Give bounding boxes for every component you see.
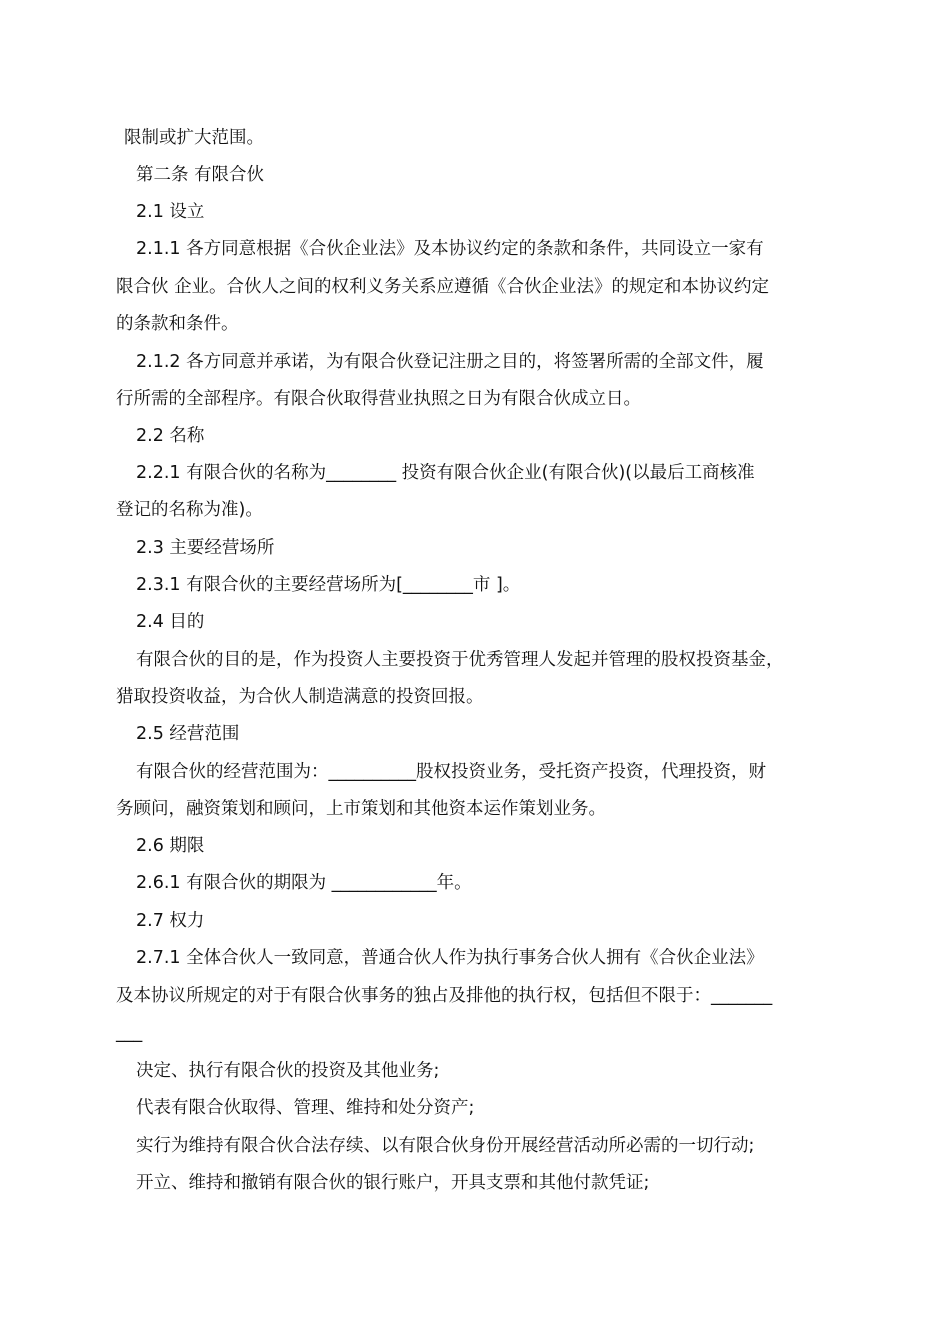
text-line: 行所需的全部程序。有限合伙取得营业执照之日为有限合伙成立日。 <box>116 389 641 409</box>
text-line: 2.2.1 有限合伙的名称为________ 投资有限合伙企业(有限合伙)(以最后工商核准 <box>136 463 755 483</box>
text-line: 务顾问，融资策划和顾问，上市策划和其他资本运作策划业务。 <box>116 799 606 819</box>
section-heading: 2.5 经营范围 <box>136 724 240 744</box>
list-item: 决定、执行有限合伙的投资及其他业务; <box>136 1061 440 1081</box>
text-line: 猎取投资收益，为合伙人制造满意的投资回报。 <box>116 687 484 707</box>
section-heading: 2.7 权力 <box>136 911 205 931</box>
section-heading: 2.4 目的 <box>136 612 205 632</box>
section-heading: 2.2 名称 <box>136 426 205 446</box>
section-heading: 2.3 主要经营场所 <box>136 538 275 558</box>
text-line: 2.6.1 有限合伙的期限为 ____________年。 <box>136 873 472 893</box>
text-line: 2.7.1 全体合伙人一致同意，普通合伙人作为执行事务合伙人拥有《合伙企业法》 <box>136 948 764 968</box>
section-heading: 2.6 期限 <box>136 836 205 856</box>
text-line: ___ <box>116 1023 143 1043</box>
article-heading: 第二条 有限合伙 <box>136 165 265 185</box>
text-line: 及本协议所规定的对于有限合伙事务的独占及排他的执行权，包括但不限于：_______ <box>116 986 773 1006</box>
list-item: 实行为维持有限合伙合法存续、以有限合伙身份开展经营活动所必需的一切行动; <box>136 1136 755 1156</box>
text-line: 2.3.1 有限合伙的主要经营场所为[________市 ]。 <box>136 575 521 595</box>
text-line: 有限合伙的目的是，作为投资人主要投资于优秀管理人发起并管理的股权投资基金， <box>136 650 784 670</box>
text-line: 限合伙 企业。合伙人之间的权利义务关系应遵循《合伙企业法》的规定和本协议约定 <box>116 277 770 297</box>
list-item: 代表有限合伙取得、管理、维持和处分资产; <box>136 1098 475 1118</box>
text-line: 限制或扩大范围。 <box>124 128 264 148</box>
text-line: 2.1.1 各方同意根据《合伙企业法》及本协议约定的条款和条件，共同设立一家有 <box>136 239 764 259</box>
section-heading: 2.1 设立 <box>136 202 205 222</box>
text-line: 2.1.2 各方同意并承诺，为有限合伙登记注册之目的，将签署所需的全部文件，履 <box>136 352 764 372</box>
list-item: 开立、维持和撤销有限合伙的银行账户，开具支票和其他付款凭证; <box>136 1173 650 1193</box>
text-line: 的条款和条件。 <box>116 314 239 334</box>
text-line: 登记的名称为准)。 <box>116 500 263 520</box>
text-line: 有限合伙的经营范围为：__________股权投资业务，受托资产投资，代理投资，财 <box>136 762 766 782</box>
